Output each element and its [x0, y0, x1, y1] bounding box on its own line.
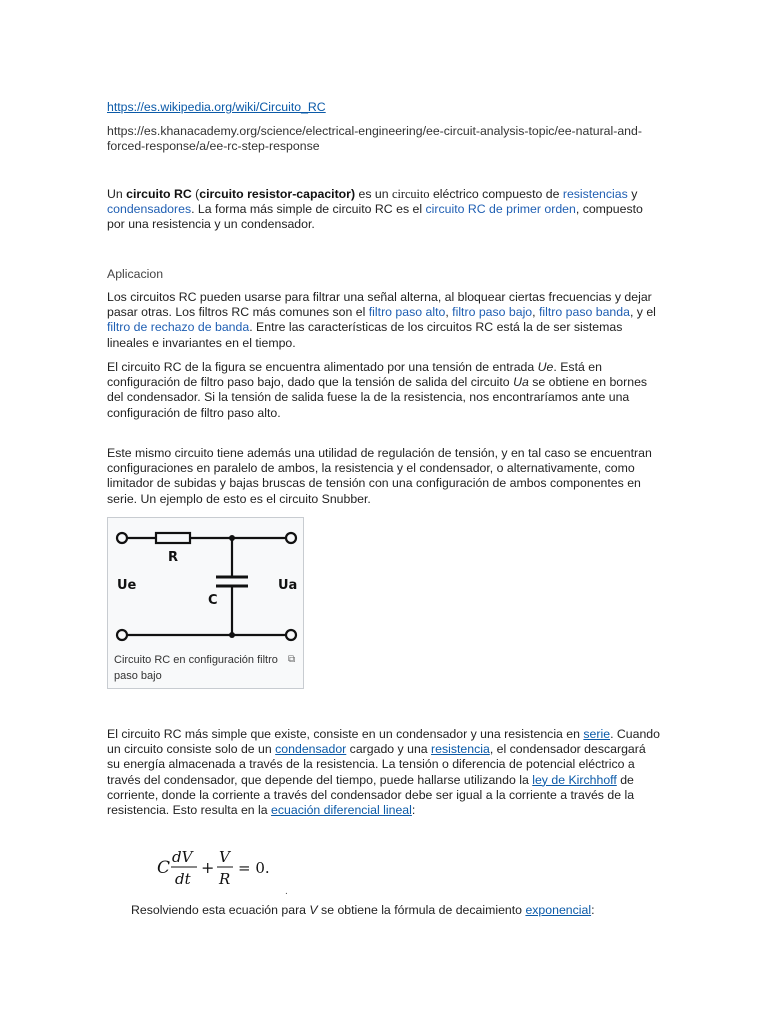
resolviendo-text: : [591, 903, 595, 917]
aplicacion-text: , y el [629, 305, 656, 320]
intro-text: , compuesto por una resistencia y un condensador. [107, 202, 643, 232]
section-heading-aplicacion: Aplicacion [107, 267, 164, 281]
label-ua: Ua [278, 578, 298, 593]
link-condensador[interactable]: condensador [275, 742, 347, 757]
terminal-top-left [117, 533, 127, 543]
enlarge-icon[interactable]: ⧉ [288, 654, 296, 665]
simple-text: cargado y una [346, 742, 432, 757]
intro-paragraph [107, 187, 662, 233]
eq-c: C [157, 858, 171, 878]
link-filtro-rechazo-banda[interactable]: filtro de rechazo de banda [107, 320, 250, 335]
link-ecuacion-diferencial-lineal[interactable]: ecuación diferencial lineal [271, 803, 412, 818]
label-ue: Ue [117, 578, 137, 593]
link-serie[interactable]: serie [583, 727, 611, 741]
intro-text: ( [191, 187, 200, 201]
symbol-v: V [309, 903, 318, 917]
figure-caption: Circuito RC en configuración filtro paso bajo [114, 654, 278, 682]
rc-circuit-diagram [108, 518, 305, 650]
intro-text: eléctrico compuesto de [429, 187, 563, 201]
eq-r: R [219, 870, 231, 888]
aplicacion-text: , [532, 305, 539, 320]
symbol-ue: Ue [537, 360, 554, 374]
terminal-bottom-left [117, 630, 127, 640]
terminal-top-right [286, 533, 296, 543]
simple-text: , el condensador descargará su energía almacenada a través de la resistencia. La tensión o diferencia de potencial eléctrico a través del condensador, que depende del tiempo, puede hallarse utilizando la [107, 742, 646, 787]
circuit-figure[interactable] [107, 517, 304, 689]
link-ley-kirchhoff[interactable]: ley de Kirchhoff [532, 772, 617, 787]
aplicacion-paragraph [107, 290, 662, 351]
figure-explanation-paragraph [107, 360, 662, 421]
intro-text: Un [107, 187, 127, 201]
link-condensadores[interactable]: condensadores [107, 202, 192, 217]
differential-equation [155, 846, 285, 890]
link-resistencias[interactable]: resistencias [562, 187, 628, 201]
label-c: C [208, 593, 218, 608]
source-link-wiki-line [107, 100, 662, 115]
eq-dv: dV [172, 848, 193, 866]
term-circuito-rc: circuito RC [126, 187, 192, 201]
link-filtro-paso-alto[interactable]: filtro paso alto [368, 305, 446, 320]
resolviendo-text: se obtiene la fórmula de decaimiento [317, 903, 526, 917]
resolviendo-text: Resolviendo esta ecuación para [131, 903, 310, 917]
link-filtro-paso-banda[interactable]: filtro paso banda [539, 305, 630, 320]
link-filtro-paso-bajo[interactable]: filtro paso bajo [452, 305, 533, 320]
link-circuito-primer-orden[interactable]: circuito RC de primer orden [425, 202, 576, 217]
simple-text: . Cuando un circuito consiste solo de un [107, 727, 660, 757]
intro-text: es un [355, 187, 392, 201]
link-exponencial[interactable]: exponencial [525, 903, 592, 917]
eq-equals-zero: = 0. [238, 859, 270, 877]
eq-v: V [219, 848, 230, 866]
junction-top [229, 535, 235, 541]
stray-dot: . [285, 886, 288, 897]
label-r: R [168, 550, 179, 565]
figure-text: El circuito RC de la figura se encuentra alimentado por una tensión de entrada [107, 360, 538, 374]
intro-text: . La forma más simple de circuito RC es el [191, 202, 426, 217]
simple-text: El circuito RC más simple que existe, consiste en un condensador y una resistencia en [107, 727, 584, 741]
source-link-khan: https://es.khanacademy.org/science/electrical-engineering/ee-circuit-analysis-topic/ee-natural-and-forced-response/a/ee-rc-step-response [107, 124, 642, 154]
simple-rc-paragraph [107, 727, 662, 818]
terminal-bottom-right [286, 630, 296, 640]
aplicacion-text: . Entre las características de los circuitos RC está la de ser sistemas lineales e invariantes en el tiempo. [107, 320, 623, 350]
figure-text: se obtiene en bornes del condensador. Si la tensión de salida fuese la de la resistencia, nos encontraríamos ante una configuración de filtro paso alto. [107, 375, 648, 420]
simple-text: : [411, 803, 416, 818]
term-circuito: circuito [391, 187, 430, 201]
eq-plus: + [201, 858, 215, 877]
eq-dt: dt [175, 870, 191, 888]
figure-text: . Está en configuración de filtro paso bajo, dado que la tensión de salida del circuito [107, 360, 602, 390]
resolviendo-paragraph [131, 903, 686, 918]
intro-text: y [627, 187, 638, 201]
link-resistencia[interactable]: resistencia [431, 742, 490, 757]
simple-text: de corriente, donde la corriente a través del condensador debe ser igual a la corriente a través de la resistencia. Esto resulta en la [107, 772, 635, 818]
regulacion-paragraph: Este mismo circuito tiene además una utilidad de regulación de tensión, y en tal caso se encuentran configuraciones en paralelo de ambos, la resistencia y el condensador, o alternativamente, como limitador de subidas y bajas bruscas de tensión con una configuración de ambos componentes en serie. Un ejemplo de esto es el circuito Snubber. [107, 446, 652, 506]
term-resistor-capacitor: circuito resistor-capacitor) [199, 187, 356, 201]
aplicacion-text: Los circuitos RC pueden usarse para filtrar una señal alterna, al bloquear ciertas frecuencias y dejar pasar otras. Los filtros RC más comunes son el [107, 290, 652, 320]
junction-bottom [229, 632, 235, 638]
aplicacion-text: , [445, 305, 453, 320]
resistor-symbol [156, 533, 190, 543]
symbol-ua: Ua [513, 375, 529, 390]
wiki-link[interactable]: https://es.wikipedia.org/wiki/Circuito_RC [107, 100, 326, 114]
